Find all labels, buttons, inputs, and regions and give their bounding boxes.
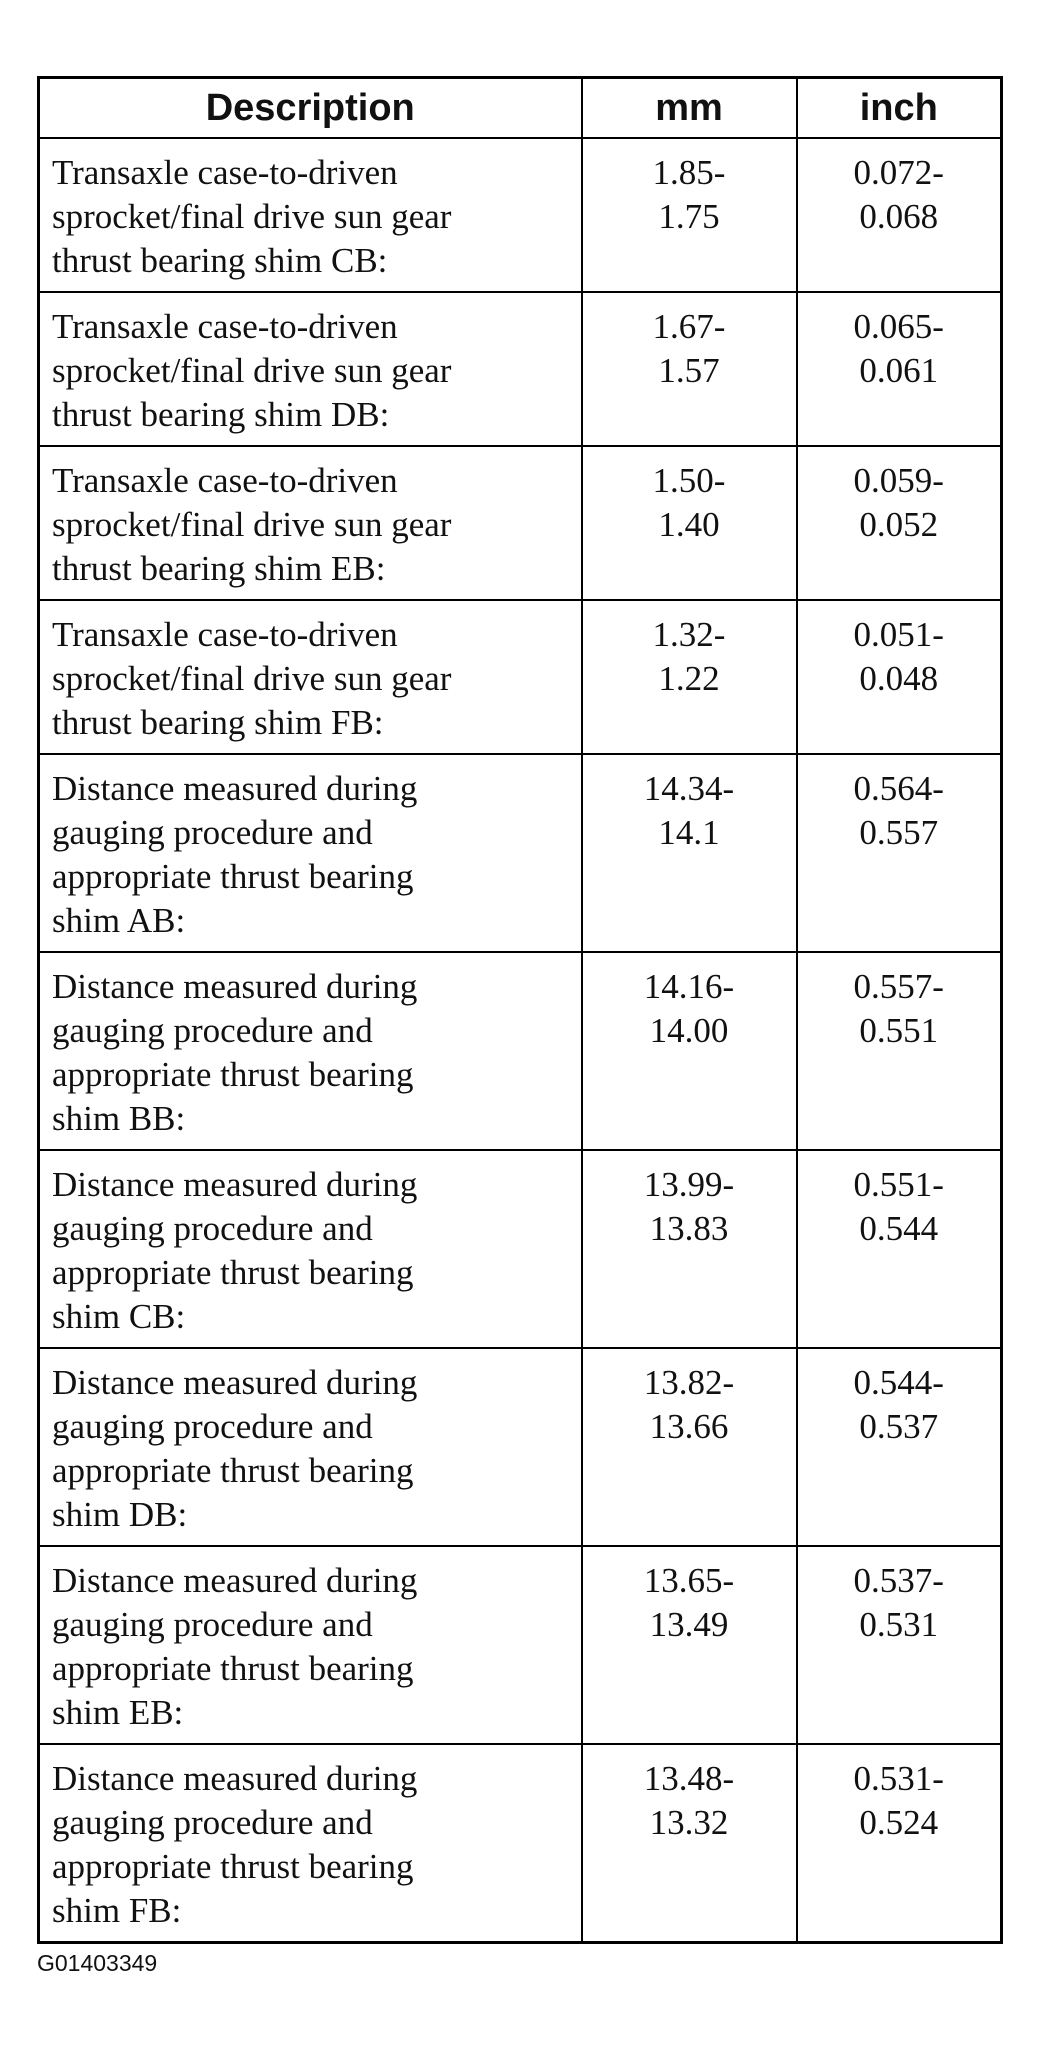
inch-line: 0.061: [859, 351, 939, 390]
description-line: sprocket/final drive sun gear: [52, 351, 452, 390]
mm-line: 14.1: [658, 813, 720, 852]
mm-line: 14.00: [649, 1011, 729, 1050]
inch-cell: [797, 1348, 1002, 1546]
inch-line: 0.052: [859, 505, 939, 544]
inch-line: 0.531: [859, 1605, 939, 1644]
inch-line: 0.524: [859, 1803, 939, 1842]
inch-cell: [797, 754, 1002, 952]
table-row: [39, 1546, 1002, 1744]
description-line: shim AB:: [52, 901, 186, 940]
mm-cell: [582, 754, 797, 952]
mm-line: 1.75: [658, 197, 720, 236]
description-line: shim CB:: [52, 1297, 186, 1336]
inch-cell: [797, 1150, 1002, 1348]
description-line: appropriate thrust bearing: [52, 1451, 414, 1490]
description-line: Transaxle case-to-driven: [52, 307, 398, 346]
mm-line: 13.32: [649, 1803, 729, 1842]
inch-cell: [797, 138, 1002, 292]
mm-line: 1.32-: [652, 615, 726, 654]
mm-cell: [582, 292, 797, 446]
mm-line: 13.99-: [643, 1165, 735, 1204]
mm-line: 13.66: [649, 1407, 729, 1446]
description-line: gauging procedure and: [52, 1209, 373, 1248]
table-row: [39, 292, 1002, 446]
inch-line: 0.051-: [853, 615, 944, 654]
description-line: thrust bearing shim FB:: [52, 703, 384, 742]
inch-line: 0.059-: [853, 461, 944, 500]
description-line: sprocket/final drive sun gear: [52, 505, 452, 544]
inch-line: 0.065-: [853, 307, 944, 346]
description-line: gauging procedure and: [52, 1407, 373, 1446]
table-row: [39, 1348, 1002, 1546]
description-cell: [39, 1150, 582, 1348]
description-line: thrust bearing shim DB:: [52, 395, 390, 434]
inch-cell: [797, 600, 1002, 754]
description-line: gauging procedure and: [52, 1803, 373, 1842]
description-line: thrust bearing shim CB:: [52, 241, 388, 280]
inch-line: 0.557: [859, 813, 939, 852]
inch-line: 0.544-: [853, 1363, 944, 1402]
description-line: Distance measured during: [52, 769, 418, 808]
mm-cell: [582, 138, 797, 292]
description-line: Distance measured during: [52, 1561, 418, 1600]
description-line: appropriate thrust bearing: [52, 1649, 414, 1688]
description-cell: [39, 952, 582, 1150]
description-cell: [39, 754, 582, 952]
inch-line: 0.537-: [853, 1561, 944, 1600]
description-cell: [39, 1546, 582, 1744]
mm-cell: [582, 600, 797, 754]
mm-line: 14.16-: [643, 967, 735, 1006]
inch-cell: [797, 1744, 1002, 1943]
mm-line: 13.49: [649, 1605, 729, 1644]
mm-line: 13.83: [649, 1209, 729, 1248]
inch-line: 0.537: [859, 1407, 939, 1446]
inch-cell: [797, 952, 1002, 1150]
figure-id: G01403349: [37, 1950, 158, 1976]
description-line: sprocket/final drive sun gear: [52, 197, 452, 236]
description-line: Transaxle case-to-driven: [52, 461, 398, 500]
description-cell: [39, 1744, 582, 1943]
mm-line: 13.65-: [643, 1561, 735, 1600]
inch-line: 0.531-: [853, 1759, 944, 1798]
mm-line: 1.67-: [652, 307, 726, 346]
description-line: Distance measured during: [52, 967, 418, 1006]
mm-cell: [582, 952, 797, 1150]
header-row: [39, 78, 1002, 139]
description-line: Distance measured during: [52, 1759, 418, 1798]
description-line: appropriate thrust bearing: [52, 1847, 414, 1886]
inch-line: 0.557-: [853, 967, 944, 1006]
table-row: [39, 446, 1002, 600]
mm-cell: [582, 1546, 797, 1744]
description-cell: [39, 1348, 582, 1546]
inch-cell: [797, 1546, 1002, 1744]
description-line: gauging procedure and: [52, 1011, 373, 1050]
description-cell: [39, 600, 582, 754]
inch-line: 0.072-: [853, 153, 944, 192]
inch-line: 0.551: [859, 1011, 939, 1050]
table-row: [39, 600, 1002, 754]
description-line: appropriate thrust bearing: [52, 857, 414, 896]
description-line: Transaxle case-to-driven: [52, 615, 398, 654]
description-line: gauging procedure and: [52, 1605, 373, 1644]
inch-cell: [797, 292, 1002, 446]
header-inch: inch: [797, 78, 1002, 139]
table-row: [39, 138, 1002, 292]
description-line: Transaxle case-to-driven: [52, 153, 398, 192]
table-row: [39, 952, 1002, 1150]
description-line: shim BB:: [52, 1099, 186, 1138]
inch-line: 0.048: [859, 659, 939, 698]
description-line: shim EB:: [52, 1693, 184, 1732]
table-body: [39, 138, 1002, 1943]
mm-line: 13.82-: [643, 1363, 735, 1402]
mm-cell: [582, 1150, 797, 1348]
header-description: Description: [39, 78, 582, 139]
description-line: appropriate thrust bearing: [52, 1055, 414, 1094]
description-cell: [39, 446, 582, 600]
mm-line: 14.34-: [643, 769, 735, 808]
mm-line: 1.57: [658, 351, 720, 390]
description-line: Distance measured during: [52, 1363, 418, 1402]
inch-line: 0.544: [859, 1209, 939, 1248]
description-line: sprocket/final drive sun gear: [52, 659, 452, 698]
header-mm: mm: [582, 78, 797, 139]
mm-line: 1.50-: [652, 461, 726, 500]
description-line: gauging procedure and: [52, 813, 373, 852]
mm-line: 1.22: [658, 659, 720, 698]
description-line: thrust bearing shim EB:: [52, 549, 386, 588]
description-cell: [39, 292, 582, 446]
description-cell: [39, 138, 582, 292]
table-row: [39, 1150, 1002, 1348]
inch-line: 0.068: [859, 197, 939, 236]
specification-table: [37, 76, 1003, 1944]
inch-line: 0.564-: [853, 769, 944, 808]
table-row: [39, 754, 1002, 952]
mm-cell: [582, 1744, 797, 1943]
table-row: [39, 1744, 1002, 1943]
mm-line: 13.48-: [643, 1759, 735, 1798]
description-line: appropriate thrust bearing: [52, 1253, 414, 1292]
inch-cell: [797, 446, 1002, 600]
description-line: shim FB:: [52, 1891, 182, 1930]
description-line: Distance measured during: [52, 1165, 418, 1204]
mm-line: 1.85-: [652, 153, 726, 192]
mm-cell: [582, 1348, 797, 1546]
mm-line: 1.40: [658, 505, 720, 544]
inch-line: 0.551-: [853, 1165, 944, 1204]
description-line: shim DB:: [52, 1495, 188, 1534]
mm-cell: [582, 446, 797, 600]
